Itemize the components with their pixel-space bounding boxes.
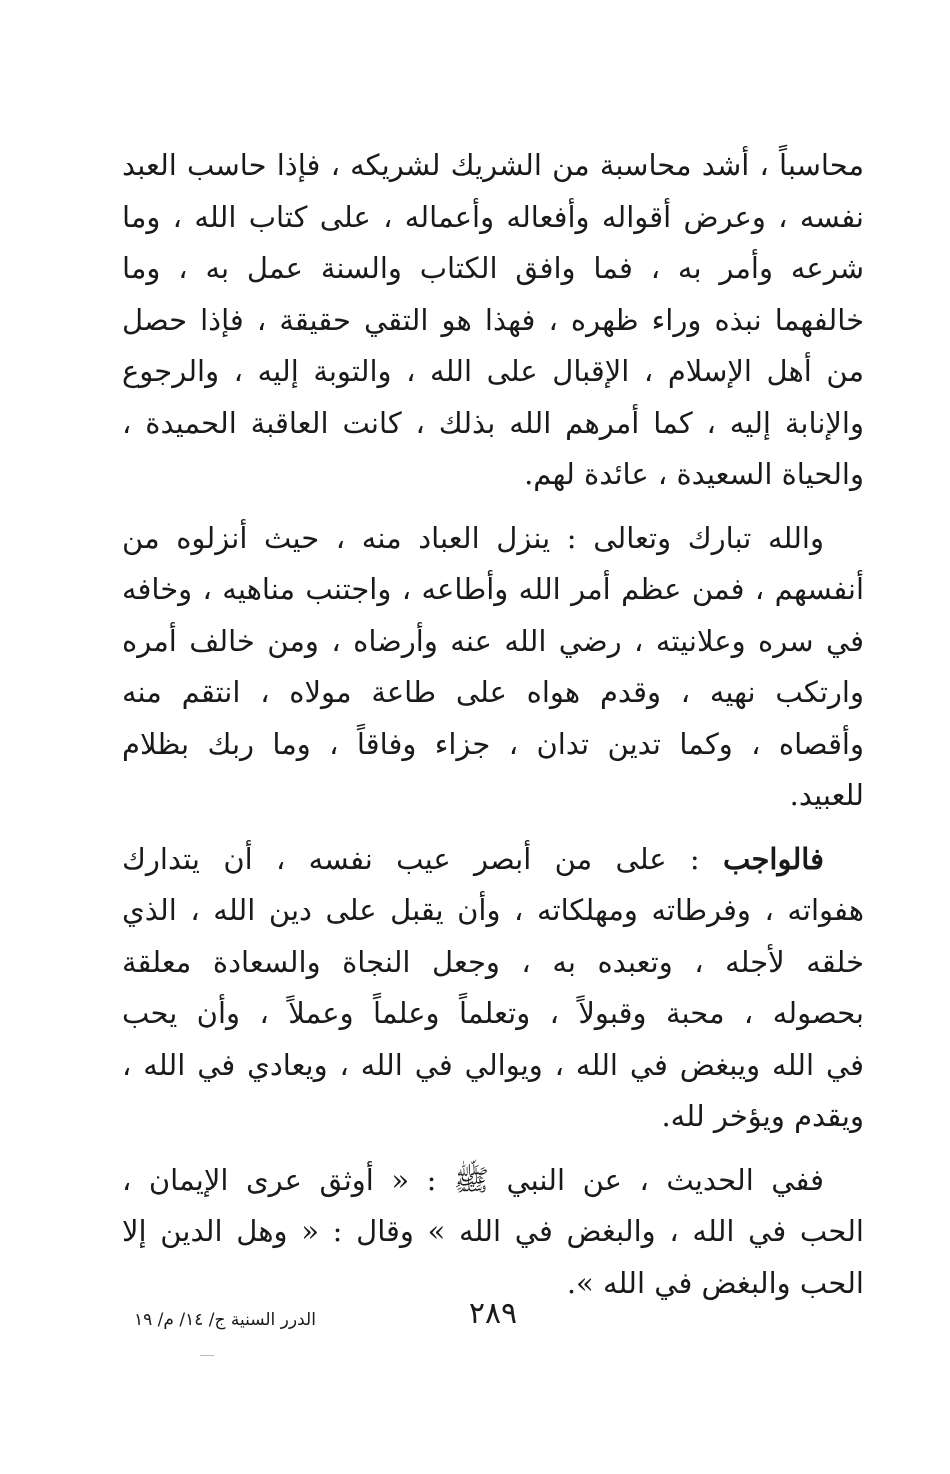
paragraph-line: للعبيد. [789,778,864,812]
paragraph-line: الحب والبغض في الله ». [566,1265,864,1300]
paragraph-line: والإنابة إليه ، كما أمرهم الله بذلك ، كانت العاقبة الحميدة ، [122,405,864,440]
paragraph-line-indented [122,513,864,565]
page-footer [0,1296,950,1346]
paragraph-3 [122,834,864,1143]
paragraph-line: من أهل الإسلام ، الإقبال على الله ، والتوبة إليه ، والرجوع [122,354,864,388]
paragraph-line: خلقه لأجله ، وتعبده به ، وجعل النجاة والسعادة معلقة [122,944,864,979]
paragraph-line: أنفسهم ، فمن عظم أمر الله وأطاعه ، واجتنب مناهيه ، وخافه [122,572,864,606]
paragraph-1 [122,140,864,501]
paragraph-4 [122,1155,864,1310]
paragraph-line: محاسباً ، أشد محاسبة من الشريك لشريكه ، فإذا حاسب العبد [122,148,864,182]
paragraph-line-indented [122,1155,864,1207]
paragraph-line-indented [122,834,864,886]
paragraph-line: ويقدم ويؤخر لله. [661,1099,864,1133]
paragraph-line: في الله ويبغض في الله ، ويوالي في الله ، ويعادي في الله ، [122,1047,864,1082]
scan-mark [200,1355,214,1356]
paragraph-2 [122,513,864,822]
paragraph-text: والله تبارك وتعالى : ينزل العباد منه ، حيث أنزلوه من [122,520,824,555]
paragraph-line: هفواته ، وفرطاته ومهلكاته ، وأن يقبل على دين الله ، الذي [122,893,864,927]
paragraph-line: نفسه ، وعرض أقواله وأفعاله وأعماله ، على كتاب الله ، وما [122,199,864,234]
bold-lead-word: فالواجب [723,841,824,876]
paragraph-line: شرعه وأمر به ، فما وافق الكتاب والسنة عمل به ، وما [122,251,864,285]
paragraph-line: خالفهما نبذه وراء ظهره ، فهذا هو التقي حقيقة ، فإذا حصل [122,302,864,337]
page-number: ٢٨٩ [468,1296,518,1331]
paragraph-line: الحب في الله ، والبغض في الله » وقال : « وهل الدين إلا [122,1214,864,1248]
paragraph-text: : على من أبصر عيب نفسه ، أن يتدارك [122,841,700,876]
paragraph-line: والحياة السعيدة ، عائدة لهم. [524,457,864,491]
paragraph-text: ففي الحديث ، عن النبي ﷺ : « أوثق عرى الإيمان ، [122,1162,824,1197]
page-body [122,140,864,1309]
paragraph-line: في سره وعلانيته ، رضي الله عنه وأرضاه ، ومن خالف أمره [122,623,864,658]
paragraph-line: بحصوله ، محبة وقبولاً ، وتعلماً وعلماً وعملاً ، وأن يحب [122,996,864,1030]
source-reference: الدرر السنية ج/ ١٤/ م/ ١٩ [134,1310,316,1330]
paragraph-line: وارتكب نهيه ، وقدم هواه على طاعة مولاه ، انتقم منه [122,675,864,709]
paragraph-line: وأقصاه ، وكما تدين تدان ، جزاء وفاقاً ، وما ربك بظلام [122,726,864,761]
